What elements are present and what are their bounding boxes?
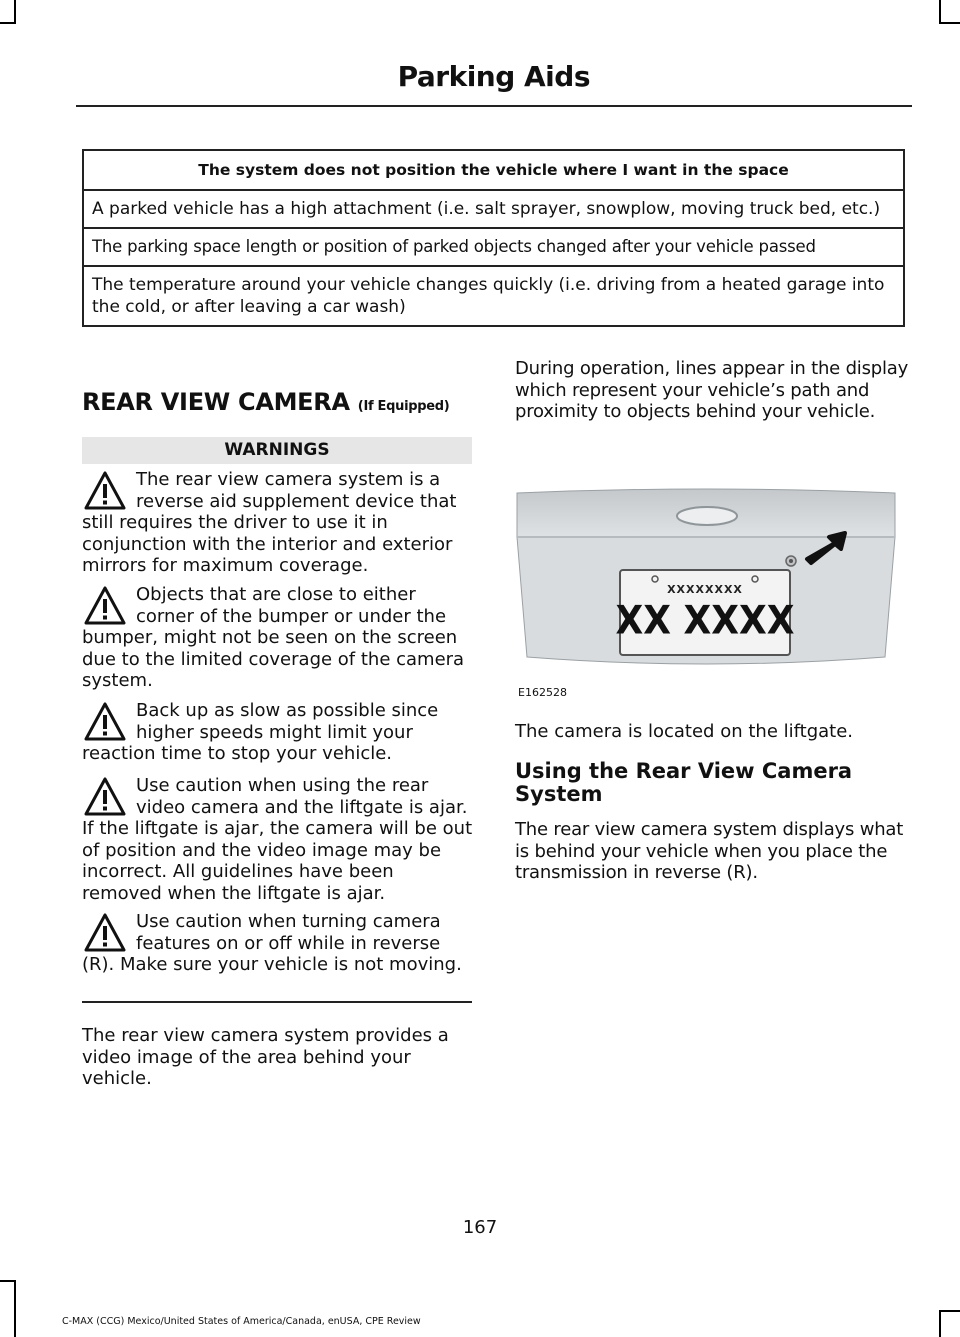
page-header-title: Parking Aids (397, 60, 590, 93)
section-title-text: REAR VIEW CAMERA (82, 388, 350, 416)
warning-item (82, 775, 474, 904)
table-cell: The temperature around your vehicle changes quickly (i.e. driving from a heated garage into the cold, or after leaving a car wash) (83, 266, 904, 326)
figure-code: E162528 (518, 686, 567, 699)
liftgate-camera-illustration (515, 485, 900, 680)
crop-mark (939, 22, 960, 24)
warning-text: Objects that are close to either corner of the bumper or under the bumper, might not be seen on the screen due to the limited coverage of the camera system. (82, 584, 465, 691)
operation-paragraph: During operation, lines appear in the display which represent your vehicle’s path and proximity to objects behind your vehicle. (515, 358, 909, 422)
plate-top-text: XXXXXXXX (667, 583, 743, 596)
warning-triangle-icon (84, 586, 126, 626)
warning-item (82, 469, 474, 577)
warning-item (82, 911, 474, 976)
footer-text: C-MAX (CCG) Mexico/United States of America/Canada, enUSA, CPE Review (62, 1316, 421, 1327)
crop-mark (0, 22, 16, 24)
plate-main-text: XX XXXX (615, 596, 795, 643)
table-row (83, 228, 904, 266)
crop-mark (14, 0, 16, 24)
crop-mark (939, 0, 941, 24)
table-cell: The parking space length or position of parked objects changed after your vehicle passed (83, 228, 904, 266)
table-heading: The system does not position the vehicle where I want in the space (83, 150, 904, 190)
camera-usage-paragraph: The rear view camera system displays what is behind your vehicle when you place the transmission in reverse (R). (515, 819, 904, 883)
warning-triangle-icon (84, 913, 126, 953)
crop-mark (939, 1310, 960, 1312)
camera-intro-paragraph: The rear view camera system provides a video image of the area behind your vehicle. (82, 1025, 449, 1089)
warning-triangle-icon (84, 777, 126, 817)
subsection-title: Using the Rear View Camera System (515, 759, 853, 806)
warning-item (82, 584, 474, 692)
warnings-end-rule (82, 1001, 472, 1003)
troubleshooting-table (82, 149, 905, 327)
warning-item (82, 700, 474, 765)
warning-text: Use caution when turning camera features on or off while in reverse (R). Make sure your vehicle is not moving. (82, 911, 462, 975)
warnings-heading: WARNINGS (82, 437, 472, 464)
section-title (82, 388, 449, 416)
warning-triangle-icon (84, 471, 126, 511)
table-row (83, 266, 904, 326)
camera-location-paragraph: The camera is located on the liftgate. (515, 721, 854, 742)
table-cell: A parked vehicle has a high attachment (i.e. salt sprayer, snowplow, moving truck bed, etc.) (83, 190, 904, 228)
page-number: 167 (462, 1217, 498, 1238)
header-rule (76, 105, 912, 107)
crop-mark (0, 1280, 16, 1282)
warning-text: Use caution when using the rear video camera and the liftgate is ajar. If the liftgate is ajar, the camera will be out of position and the video image may be incorrect. All guidelines have been removed when the liftgate is ajar. (82, 775, 473, 904)
crop-mark (939, 1310, 941, 1337)
crop-mark (14, 1280, 16, 1337)
warning-text: Back up as slow as possible since higher speeds might limit your reaction time to stop your vehicle. (82, 700, 439, 764)
warning-triangle-icon (84, 702, 126, 742)
warning-text: The rear view camera system is a reverse aid supplement device that still requires the driver to use it in conjunction with the interior and exterior mirrors for maximum coverage. (82, 469, 457, 576)
section-subtitle: (If Equipped) (357, 399, 450, 414)
table-row (83, 190, 904, 228)
